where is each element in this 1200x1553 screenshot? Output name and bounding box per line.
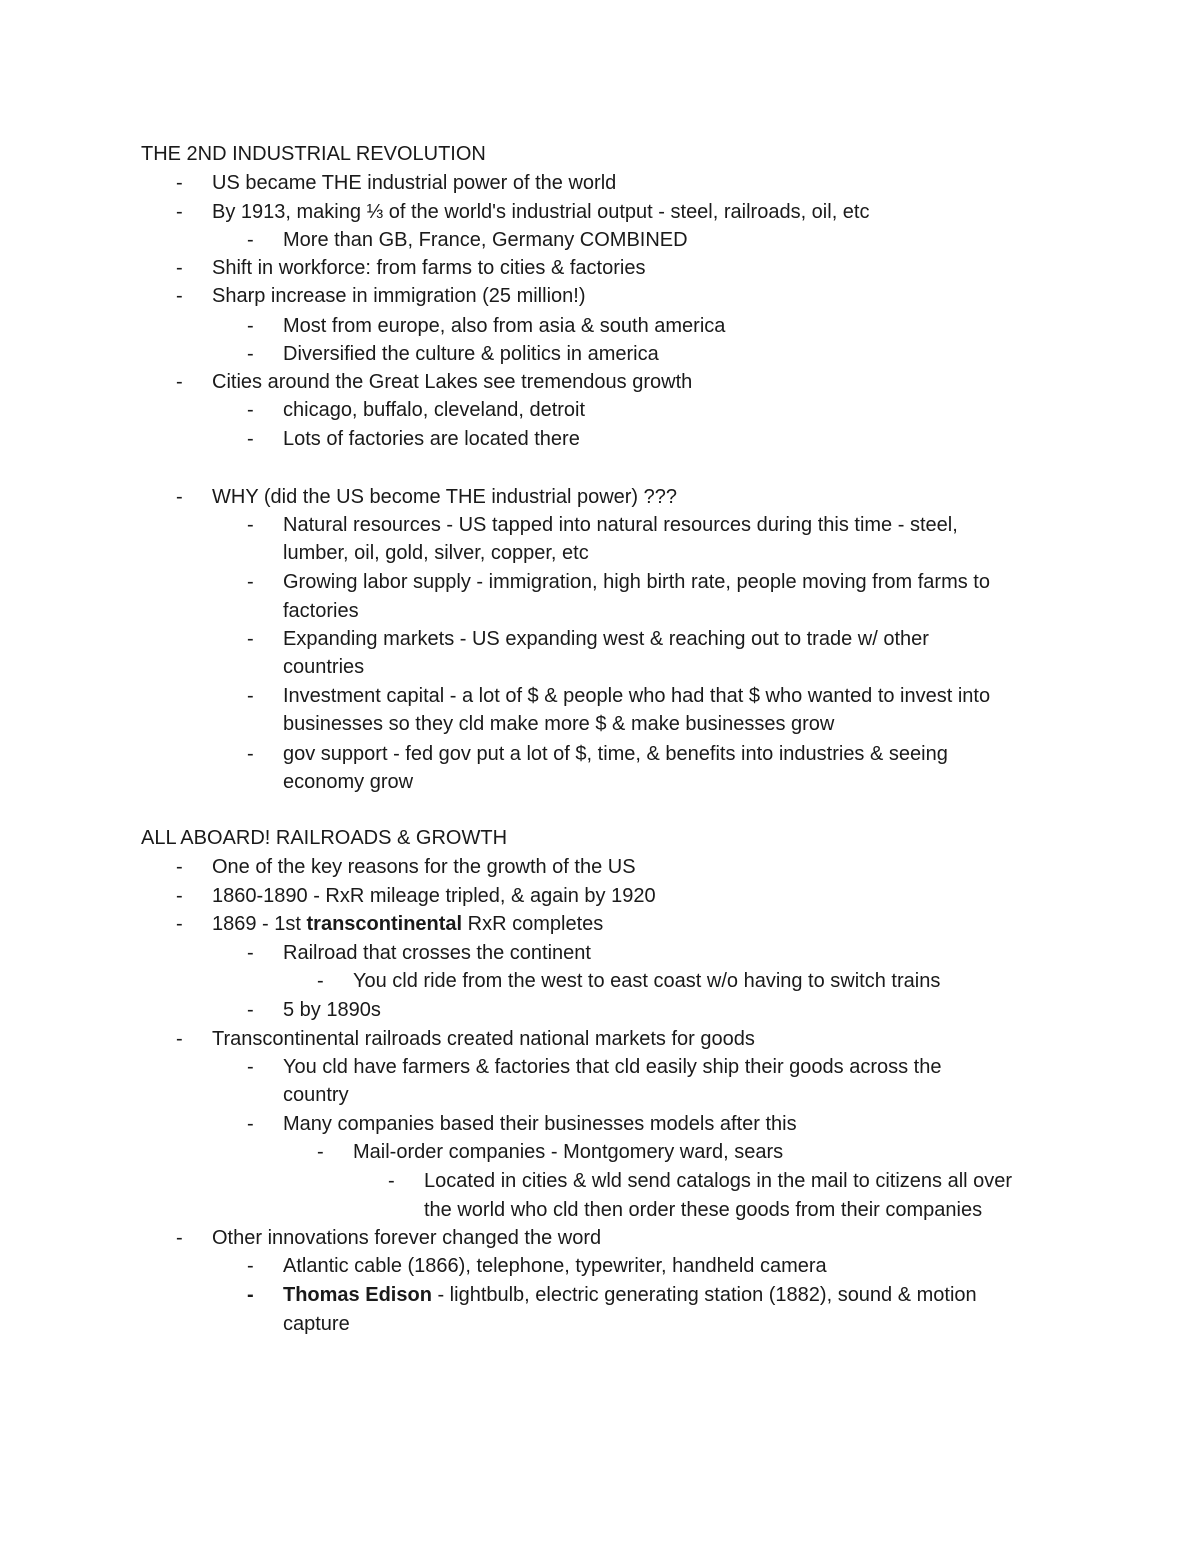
list-item-text: 1860-1890 - RxR mileage tripled, & again by 1920 bbox=[212, 885, 656, 907]
bullet-dash: - bbox=[247, 1113, 254, 1135]
list-item-text: Shift in workforce: from farms to cities & factories bbox=[212, 257, 646, 279]
list-item bbox=[0, 995, 1200, 1025]
list-item bbox=[0, 168, 1200, 198]
bullet-dash: - bbox=[247, 999, 254, 1021]
list-item-text: Investment capital - a lot of $ & people who had that $ who wanted to invest into bbox=[283, 685, 991, 707]
list-item-text: You cld have farmers & factories that cld easily ship their goods across the bbox=[283, 1056, 942, 1078]
list-item-text: factories bbox=[283, 600, 359, 622]
bullet-dash: - bbox=[247, 315, 254, 337]
list-item bbox=[0, 311, 1200, 341]
list-item bbox=[0, 367, 1200, 397]
bullet-dash: - bbox=[247, 685, 254, 707]
bullet-dash: - bbox=[247, 514, 254, 536]
bullet-dash: - bbox=[247, 229, 254, 251]
list-item bbox=[0, 909, 1200, 939]
list-item-text: One of the key reasons for the growth of the US bbox=[212, 856, 636, 878]
list-item bbox=[0, 567, 1200, 597]
list-item bbox=[0, 624, 1200, 654]
list-item-continuation bbox=[0, 1309, 1200, 1339]
list-item bbox=[0, 681, 1200, 711]
list-item bbox=[0, 482, 1200, 512]
list-item-text: Located in cities & wld send catalogs in the mail to citizens all over bbox=[424, 1170, 1013, 1192]
list-item-text: Diversified the culture & politics in america bbox=[283, 343, 659, 365]
bullet-dash: - bbox=[317, 1141, 324, 1163]
text-segment: - lightbulb, electric generating station (1882), sound & motion bbox=[431, 1284, 977, 1306]
list-item bbox=[0, 281, 1200, 311]
bullet-dash: - bbox=[176, 257, 183, 279]
list-item-continuation bbox=[0, 652, 1200, 682]
list-item-text: Sharp increase in immigration (25 million!) bbox=[212, 285, 586, 307]
bullet-dash: - bbox=[176, 1227, 183, 1249]
list-item-text: Expanding markets - US expanding west & reaching out to trade w/ other bbox=[283, 628, 929, 650]
list-item-continuation bbox=[0, 1080, 1200, 1110]
text-segment: RxR completes bbox=[462, 913, 604, 935]
bold-term-thomas-edison: Thomas Edison bbox=[283, 1284, 432, 1306]
list-item bbox=[0, 1109, 1200, 1139]
list-item-text: Many companies based their businesses models after this bbox=[283, 1113, 797, 1135]
list-item bbox=[0, 1223, 1200, 1253]
bullet-dash: - bbox=[247, 1255, 254, 1277]
list-item-continuation bbox=[0, 596, 1200, 626]
list-item-continuation bbox=[0, 767, 1200, 797]
list-item-text: By 1913, making ⅓ of the world's industrial output - steel, railroads, oil, etc bbox=[212, 201, 870, 223]
list-item-text: Cities around the Great Lakes see tremendous growth bbox=[212, 371, 693, 393]
list-item-text: economy grow bbox=[283, 771, 414, 793]
list-item-text: You cld ride from the west to east coast w/o having to switch trains bbox=[353, 970, 941, 992]
bullet-dash: - bbox=[176, 486, 183, 508]
list-item bbox=[0, 197, 1200, 227]
list-item-text bbox=[212, 909, 603, 939]
bullet-dash: - bbox=[247, 1056, 254, 1078]
list-item-text bbox=[283, 1280, 977, 1310]
bullet-dash: - bbox=[317, 970, 324, 992]
list-item-text: Other innovations forever changed the word bbox=[212, 1227, 602, 1249]
list-item-continuation bbox=[0, 538, 1200, 568]
bullet-dash: - bbox=[247, 743, 254, 765]
list-item bbox=[0, 339, 1200, 369]
list-item-text: gov support - fed gov put a lot of $, time, & benefits into industries & seeing bbox=[283, 743, 948, 765]
list-item-text: Mail-order companies - Montgomery ward, sears bbox=[353, 1141, 784, 1163]
list-item bbox=[0, 881, 1200, 911]
section-heading-railroads: ALL ABOARD! RAILROADS & GROWTH bbox=[141, 827, 508, 849]
bullet-dash: - bbox=[176, 856, 183, 878]
list-item-text: country bbox=[283, 1084, 349, 1106]
bullet-dash: - bbox=[247, 343, 254, 365]
bullet-dash: - bbox=[176, 1028, 183, 1050]
list-item-text: the world who cld then order these goods from their companies bbox=[424, 1199, 983, 1221]
list-item bbox=[0, 225, 1200, 255]
text-segment: 1869 - 1st bbox=[212, 913, 307, 935]
bold-term-transcontinental: transcontinental bbox=[306, 913, 463, 935]
bullet-dash: - bbox=[247, 942, 254, 964]
list-item-text: WHY (did the US become THE industrial power) ??? bbox=[212, 486, 678, 508]
list-item bbox=[0, 424, 1200, 454]
list-item bbox=[0, 253, 1200, 283]
list-item-text: More than GB, France, Germany COMBINED bbox=[283, 229, 688, 251]
bullet-dash: - bbox=[388, 1170, 395, 1192]
bullet-dash: - bbox=[176, 371, 183, 393]
list-item-text: Transcontinental railroads created national markets for goods bbox=[212, 1028, 755, 1050]
list-item bbox=[0, 1024, 1200, 1054]
bullet-dash: - bbox=[176, 885, 183, 907]
list-item bbox=[0, 938, 1200, 968]
list-item bbox=[0, 966, 1200, 996]
list-item-text: chicago, buffalo, cleveland, detroit bbox=[283, 399, 586, 421]
list-item bbox=[0, 1251, 1200, 1281]
bullet-dash: - bbox=[247, 628, 254, 650]
bullet-dash: - bbox=[176, 172, 183, 194]
list-item bbox=[0, 852, 1200, 882]
bullet-dash: - bbox=[176, 285, 183, 307]
list-item-text: Lots of factories are located there bbox=[283, 428, 580, 450]
list-item bbox=[0, 395, 1200, 425]
bullet-dash: - bbox=[247, 1284, 254, 1306]
list-item-text: Natural resources - US tapped into natural resources during this time - steel, bbox=[283, 514, 958, 536]
list-item-text: US became THE industrial power of the world bbox=[212, 172, 617, 194]
list-item bbox=[0, 510, 1200, 540]
bullet-dash: - bbox=[247, 428, 254, 450]
section-heading-industrial-revolution: THE 2ND INDUSTRIAL REVOLUTION bbox=[141, 143, 486, 165]
list-item-text: Railroad that crosses the continent bbox=[283, 942, 591, 964]
list-item bbox=[0, 1052, 1200, 1082]
bullet-dash: - bbox=[247, 399, 254, 421]
list-item bbox=[0, 1137, 1200, 1167]
list-item-text: lumber, oil, gold, silver, copper, etc bbox=[283, 542, 589, 564]
list-item-text: Atlantic cable (1866), telephone, typewriter, handheld camera bbox=[283, 1255, 827, 1277]
list-item bbox=[0, 1166, 1200, 1196]
list-item-text: capture bbox=[283, 1313, 350, 1335]
list-item-text: 5 by 1890s bbox=[283, 999, 381, 1021]
list-item-continuation bbox=[0, 709, 1200, 739]
bullet-dash: - bbox=[247, 571, 254, 593]
list-item-text: businesses so they cld make more $ & make businesses grow bbox=[283, 713, 835, 735]
list-item bbox=[0, 739, 1200, 769]
bullet-dash: - bbox=[176, 201, 183, 223]
list-item bbox=[0, 1280, 1200, 1310]
list-item-text: Growing labor supply - immigration, high birth rate, people moving from farms to bbox=[283, 571, 990, 593]
list-item-text: countries bbox=[283, 656, 365, 678]
list-item-continuation bbox=[0, 1195, 1200, 1225]
list-item-text: Most from europe, also from asia & south america bbox=[283, 315, 726, 337]
bullet-dash: - bbox=[176, 913, 183, 935]
